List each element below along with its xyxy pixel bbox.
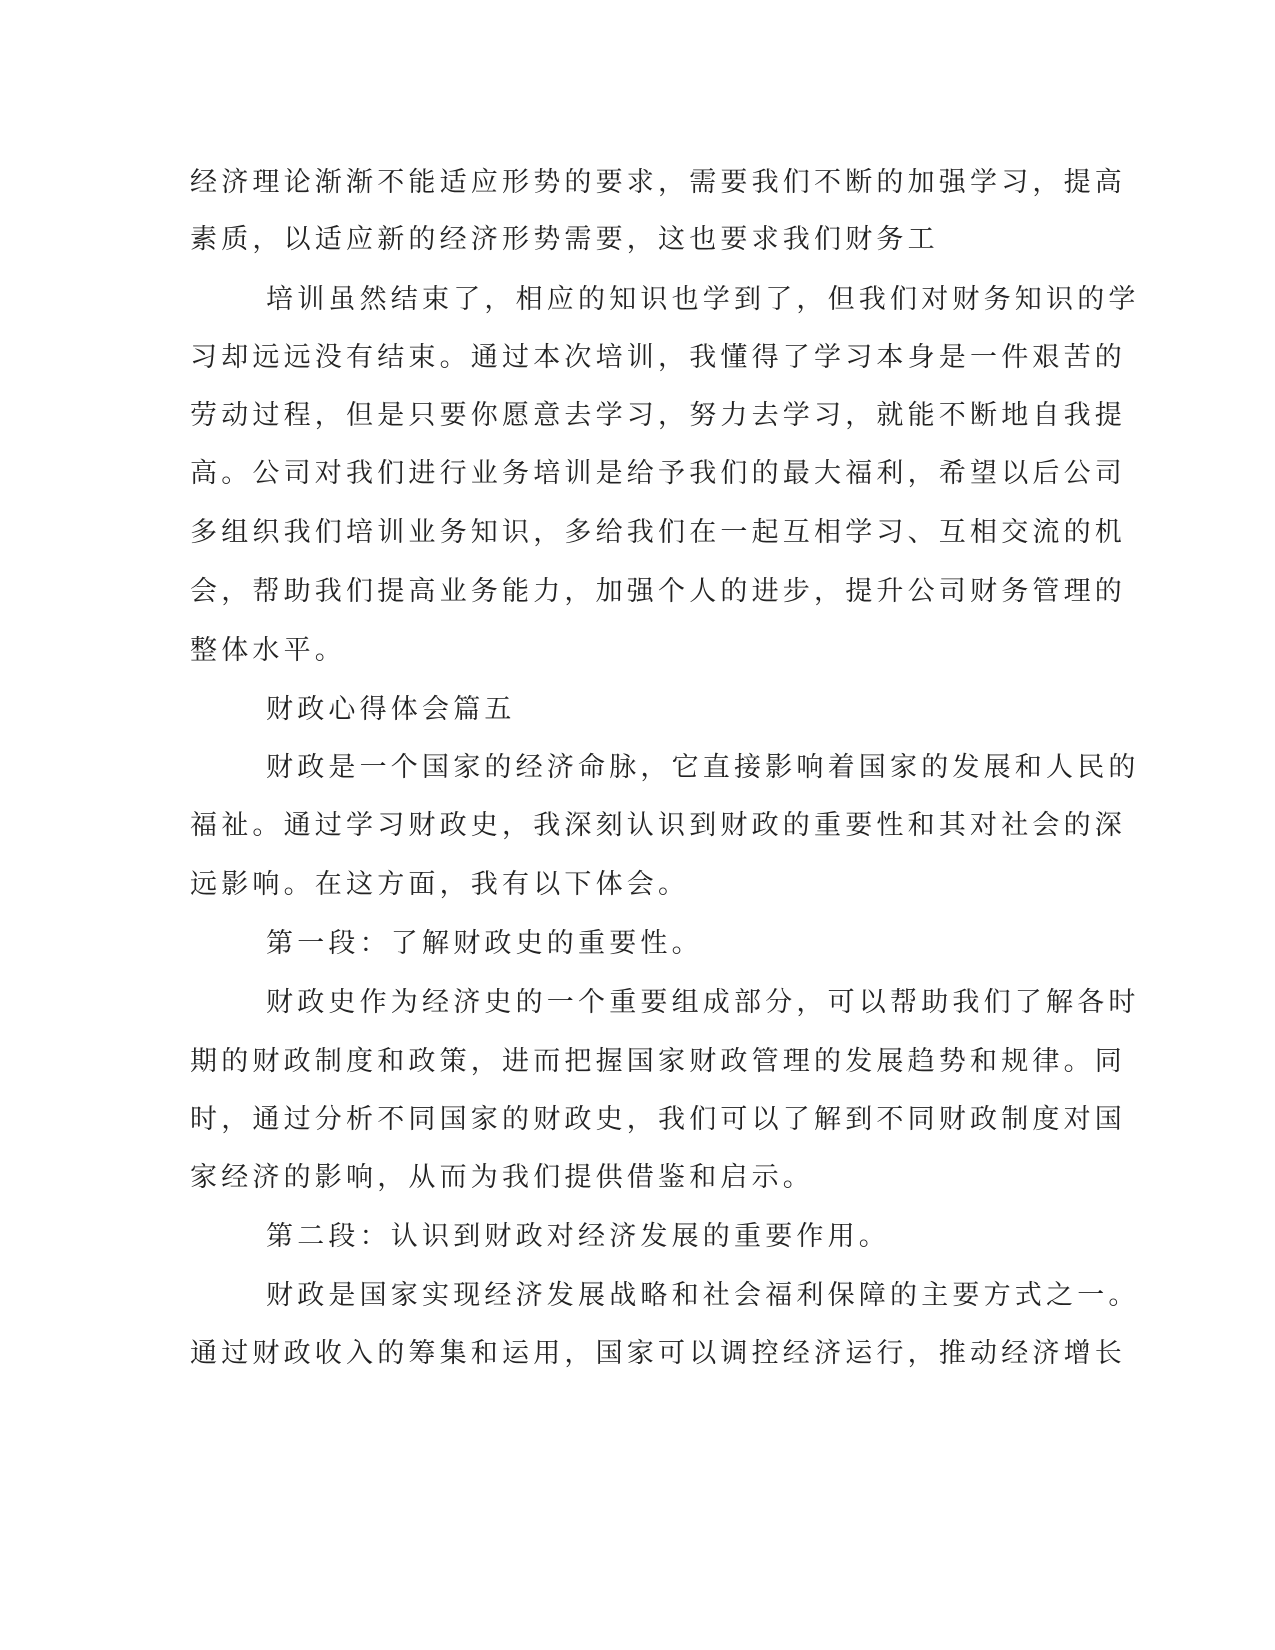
text-line: 财政是国家实现经济发展战略和社会福利保障的主要方式之一。 <box>266 1280 1140 1311</box>
text-line: 期的财政制度和政策，进而把握国家财政管理的发展趋势和规律。同 <box>190 1046 1126 1077</box>
text-line: 会，帮助我们提高业务能力，加强个人的进步，提升公司财务管理的 <box>190 576 1126 607</box>
paragraph-heading: 第二段：认识到财政对经济发展的重要作用。 <box>266 1221 890 1252</box>
text-line: 家经济的影响，从而为我们提供借鉴和启示。 <box>190 1162 814 1193</box>
text-line: 通过财政收入的筹集和运用，国家可以调控经济运行，推动经济增长 <box>190 1338 1126 1369</box>
text-line: 整体水平。 <box>190 635 346 666</box>
text-line: 经济理论渐渐不能适应形势的要求，需要我们不断的加强学习，提高 <box>190 167 1126 198</box>
text-line: 财政是一个国家的经济命脉，它直接影响着国家的发展和人民的 <box>266 752 1140 783</box>
text-line: 习却远远没有结束。通过本次培训，我懂得了学习本身是一件艰苦的 <box>190 342 1126 373</box>
text-line: 培训虽然结束了，相应的知识也学到了，但我们对财务知识的学 <box>266 284 1140 315</box>
text-line: 劳动过程，但是只要你愿意去学习，努力去学习，就能不断地自我提 <box>190 400 1126 431</box>
text-line: 财政史作为经济史的一个重要组成部分，可以帮助我们了解各时 <box>266 987 1140 1018</box>
text-line: 高。公司对我们进行业务培训是给予我们的最大福利，希望以后公司 <box>190 458 1126 489</box>
text-line: 时，通过分析不同国家的财政史，我们可以了解到不同财政制度对国 <box>190 1104 1126 1135</box>
paragraph-heading: 第一段：了解财政史的重要性。 <box>266 928 703 959</box>
section-heading: 财政心得体会篇五 <box>266 694 516 725</box>
text-line: 远影响。在这方面，我有以下体会。 <box>190 869 690 900</box>
text-line: 福祉。通过学习财政史，我深刻认识到财政的重要性和其对社会的深 <box>190 810 1126 841</box>
text-line: 素质，以适应新的经济形势需要，这也要求我们财务工 <box>190 224 939 255</box>
text-line: 多组织我们培训业务知识，多给我们在一起互相学习、互相交流的机 <box>190 517 1126 548</box>
